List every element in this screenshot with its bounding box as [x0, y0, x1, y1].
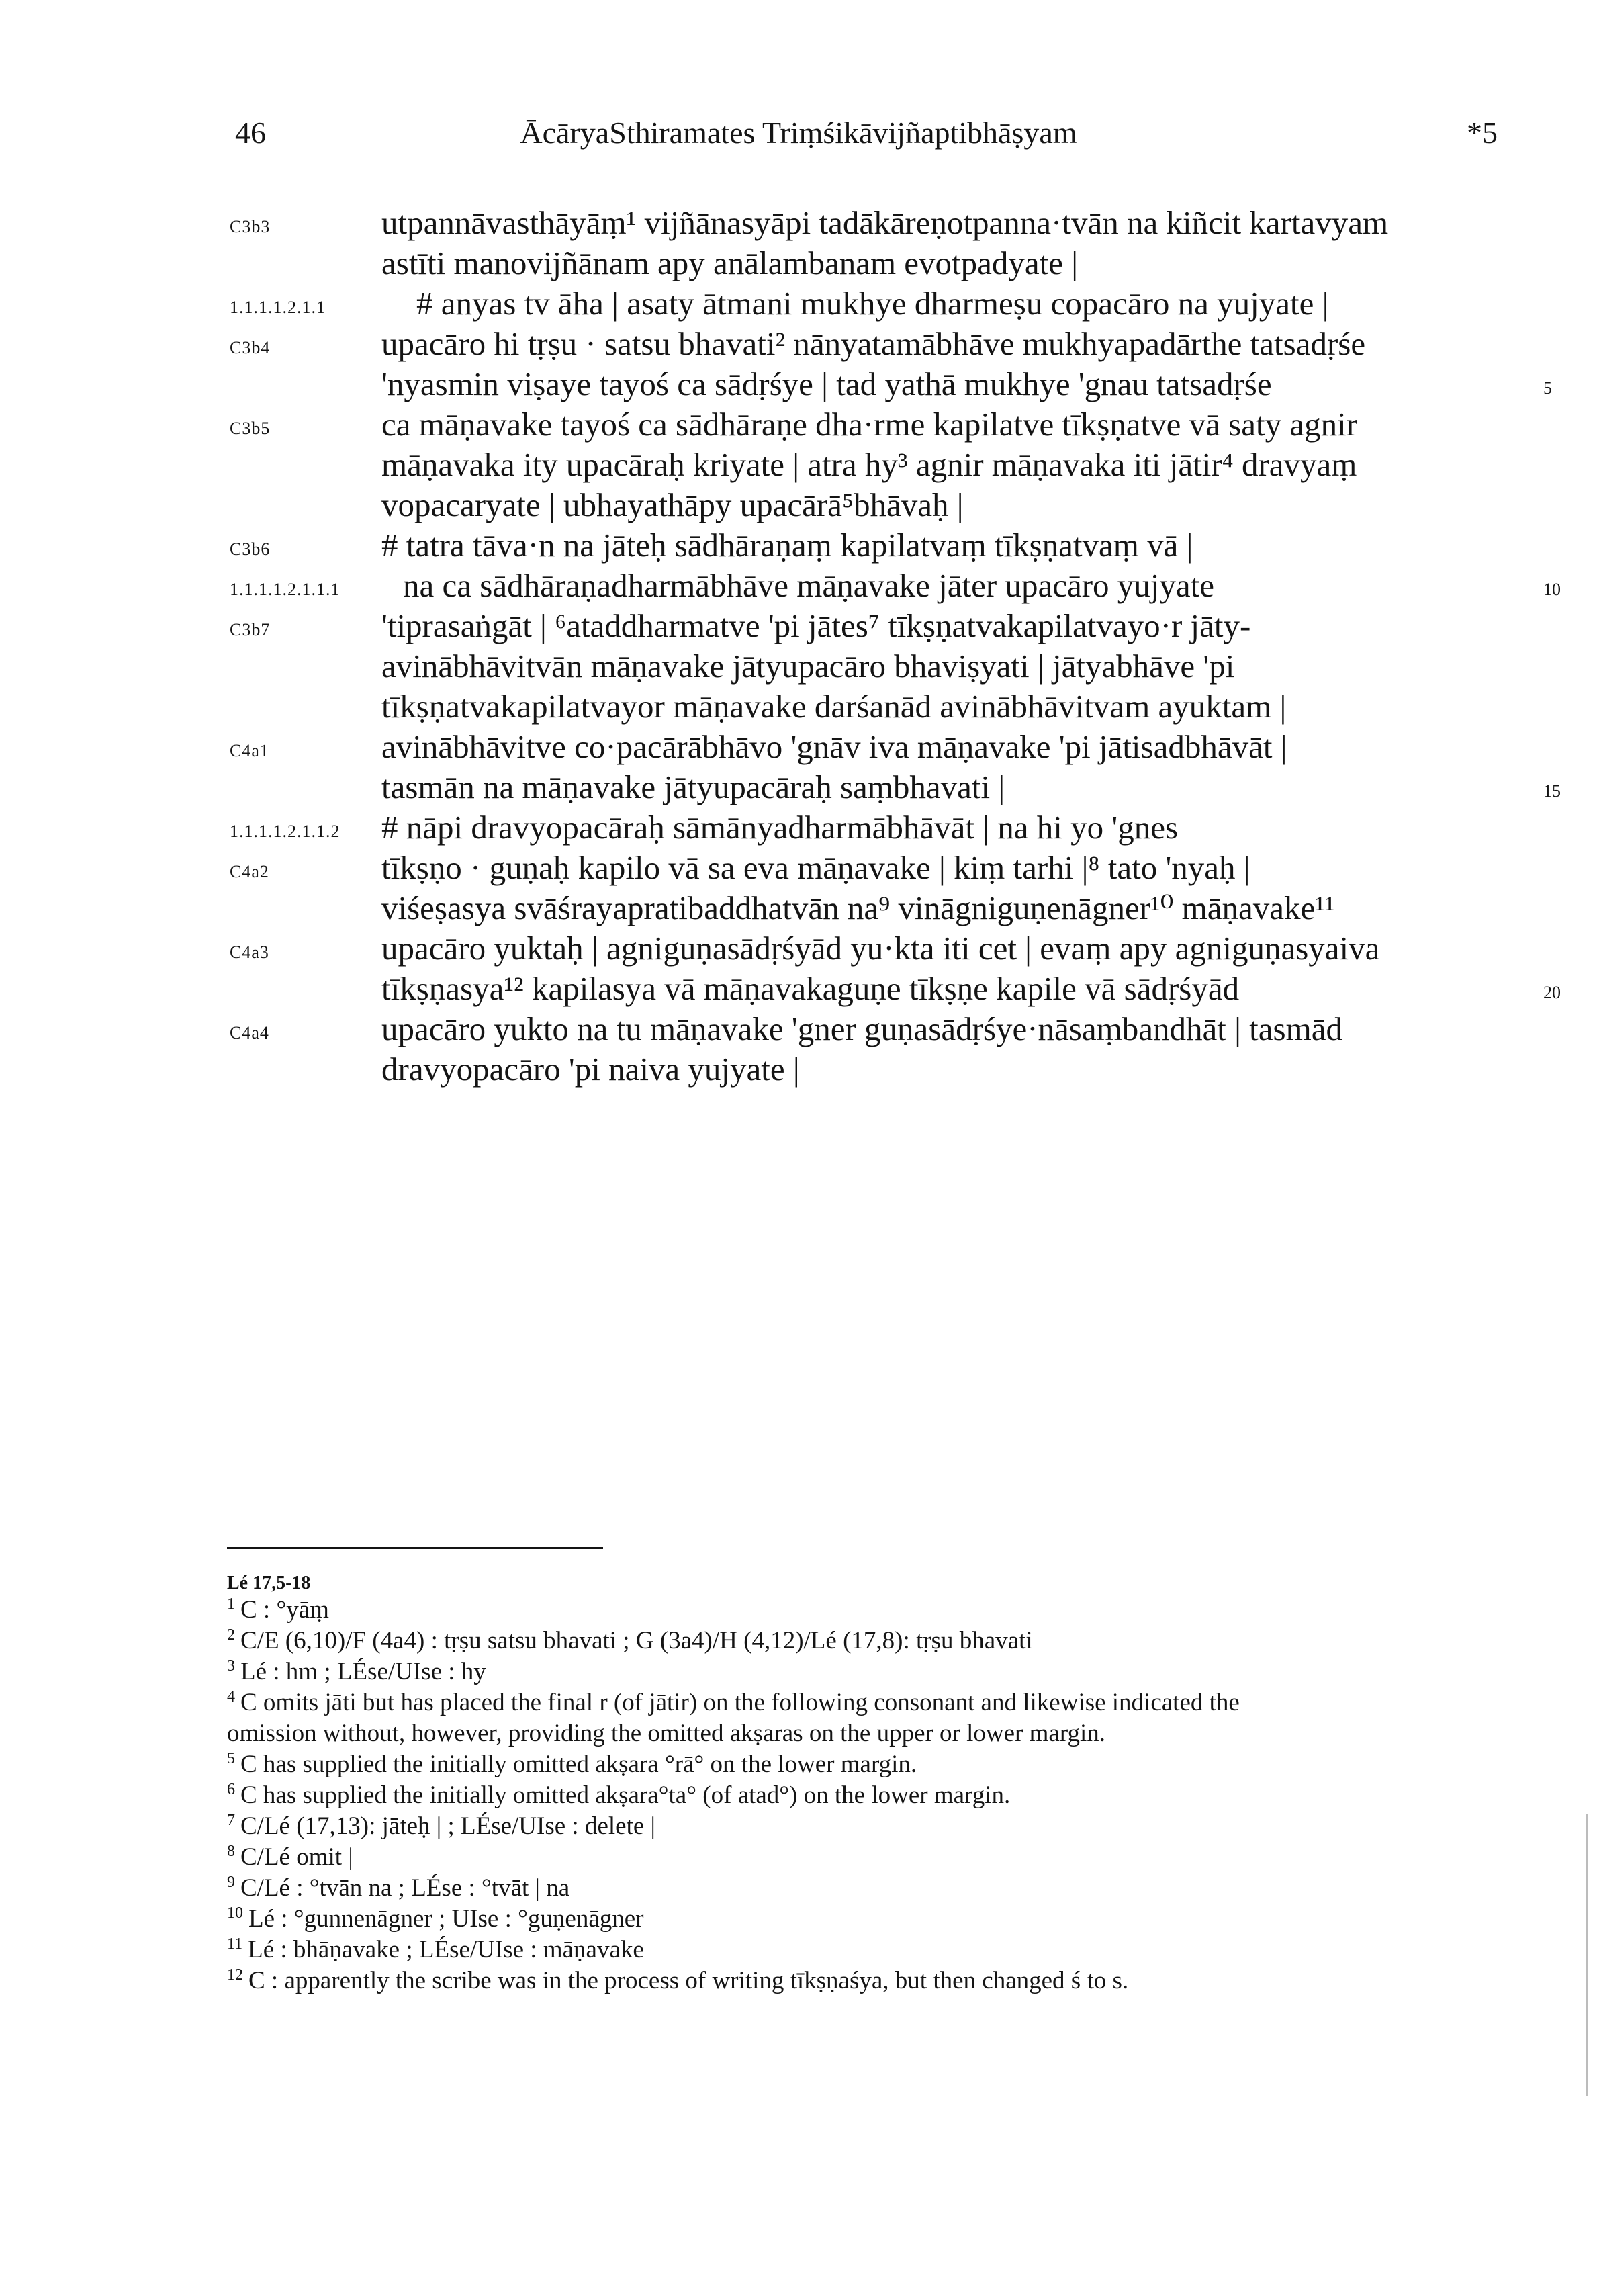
footnote: [227, 1811, 655, 1842]
text-line: tīkṣṇasya¹² kapilasya vā māṇavakaguṇe tīkṣṇe kapile vā sādṛśyād: [381, 970, 1240, 1007]
text-line: # tatra tāva·n na jāteḥ sādhāraṇaṃ kapilatvaṃ tīkṣṇatvaṃ vā |: [381, 527, 1193, 564]
text-line: avinābhāvitve co·pacārābhāvo 'gnāv iva māṇavake 'pi jātisadbhāvāt |: [381, 728, 1287, 765]
section-ref: 1.1.1.1.2.1.1.1: [230, 580, 340, 599]
footnote-text: C : apparently the scribe was in the process of writing tīkṣṇaśya, but then changed ś to s.: [248, 1967, 1129, 1994]
footnote-number: 11: [227, 1935, 243, 1953]
footnote: [227, 1687, 1240, 1718]
footnote-number: 6: [227, 1780, 235, 1798]
footnote: [227, 1966, 1128, 1996]
line-number: 10: [1543, 580, 1561, 599]
footnote-text: Lé : hm ; LÉse/UIse : hy: [240, 1658, 486, 1685]
footnote-text: C : °yāṃ: [240, 1596, 329, 1624]
footnote: [227, 1935, 644, 1966]
footnote-text: C has supplied the initially omitted akṣara°ta° (of atad°) on the lower margin.: [240, 1781, 1011, 1809]
folio-ref: C3b4: [230, 338, 271, 357]
text-line: tasmān na māṇavake jātyupacāraḥ saṃbhavati |: [381, 768, 1005, 805]
text-line: tīkṣṇatvakapilatvayor māṇavake darśanād avinābhāvitvam ayuktam |: [381, 688, 1287, 725]
footnote-source-ref: Lé 17,5-18: [227, 1573, 311, 1593]
footnote: [227, 1873, 569, 1904]
text-line: # nāpi dravyopacāraḥ sāmānyadharmābhāvāt | na hi yo 'gnes: [381, 809, 1179, 846]
footnote: [227, 1842, 353, 1873]
text-line: viśeṣasya svāśrayapratibaddhatvān na⁹ vināgniguṇenāgner¹⁰ māṇavake¹¹: [381, 889, 1335, 926]
text-line: tīkṣṇo · guṇaḥ kapilo vā sa eva māṇavake | kiṃ tarhi |⁸ tato 'nyaḥ |: [381, 849, 1250, 886]
footnote-text: Lé : °gunnenāgner ; UIse : °guṇenāgner: [248, 1905, 644, 1933]
footnote-text: C/Lé : °tvān na ; LÉse : °tvāt | na: [240, 1874, 570, 1902]
footnote: [227, 1904, 644, 1935]
text-line: ca māṇavake tayoś ca sādhāraṇe dha·rme kapilatve tīkṣṇatve vā saty agnir: [381, 406, 1358, 443]
line-number: 20: [1543, 983, 1561, 1002]
folio-ref: C4a3: [230, 942, 269, 962]
footnote-number: 7: [227, 1811, 235, 1829]
footnote-number: 10: [227, 1904, 243, 1922]
footnote-text: C has supplied the initially omitted akṣara °rā° on the lower margin.: [240, 1751, 917, 1778]
footnote-continuation: [227, 1718, 1105, 1749]
footnote-text: C/Lé omit |: [240, 1843, 353, 1871]
text-line: utpannāvasthāyāṃ¹ vijñānasyāpi tadākāreṇotpanna·tvān na kiñcit kartavyam: [381, 204, 1389, 241]
line-number: 5: [1543, 378, 1552, 398]
running-title: ĀcāryaSthiramates Triṃśikāvijñaptibhāṣyam: [520, 116, 1077, 150]
footnote-text: C/E (6,10)/F (4a4) : tṛṣu satsu bhavati ; G (3a4)/H (4,12)/Lé (17,8): tṛṣu bhavati: [240, 1627, 1033, 1654]
footnote: [227, 1749, 917, 1780]
text-line: 'tiprasaṅgāt | ⁶ataddharmatve 'pi jātes⁷ tīkṣṇatvakapilatvayo·r jāty-: [381, 607, 1251, 644]
footnote-number: 4: [227, 1687, 235, 1706]
section-ref: 1.1.1.1.2.1.1.2: [230, 822, 340, 841]
text-line: 'nyasmin viṣaye tayoś ca sādṛśye | tad yathā mukhye 'gnau tatsadṛśe: [381, 365, 1272, 402]
text-line: upacāro yukto na tu māṇavake 'gner guṇasādṛśye·nāsaṃbandhāt | tasmād: [381, 1010, 1342, 1047]
footnote: [227, 1780, 1010, 1811]
folio-ref: C3b3: [230, 217, 271, 236]
footnote: [227, 1657, 486, 1687]
footnote-number: 2: [227, 1626, 235, 1644]
text-line: avinābhāvitvān māṇavake jātyupacāro bhaviṣyati | jātyabhāve 'pi: [381, 648, 1235, 685]
folio-ref: C4a4: [230, 1023, 269, 1043]
scan-margin-mark: [1586, 1814, 1588, 2096]
footnote: [227, 1595, 329, 1626]
footnote-rule: [227, 1547, 603, 1549]
section-ref: 1.1.1.1.2.1.1: [230, 298, 326, 317]
text-line: na ca sādhāraṇadharmābhāve māṇavake jāter upacāro yujyate: [403, 567, 1214, 604]
line-number: 15: [1543, 781, 1561, 801]
text-line: astīti manovijñānam apy anālambanam evotpadyate |: [381, 245, 1079, 281]
footnote-number: 12: [227, 1966, 243, 1984]
footnote-text: omission without, however, providing the omitted akṣaras on the upper or lower margin.: [227, 1720, 1106, 1747]
text-line: # anyas tv āha | asaty ātmani mukhye dharmeṣu copacāro na yujyate |: [416, 285, 1329, 322]
footnote: [227, 1626, 1033, 1657]
footnote-text: Lé : bhāṇavake ; LÉse/UIse : māṇavake: [248, 1936, 644, 1963]
footnote-number: 5: [227, 1749, 235, 1767]
footnote-text: C/Lé (17,13): jāteḥ | ; LÉse/UIse : delete |: [240, 1812, 655, 1840]
page-number: 46: [235, 116, 266, 150]
text-line: māṇavaka ity upacāraḥ kriyate | atra hy³ agnir māṇavaka iti jātir⁴ dravyaṃ: [381, 446, 1357, 483]
text-line: dravyopacāro 'pi naiva yujyate |: [381, 1051, 800, 1088]
footnote-number: 3: [227, 1657, 235, 1675]
footnote-text: C omits jāti but has placed the final r (of jātir) on the following consonant and likewise indicated the: [240, 1689, 1240, 1716]
footnote-number: 8: [227, 1842, 235, 1860]
text-line: vopacaryate | ubhayathāpy upacārā⁵bhāvaḥ |: [381, 486, 964, 523]
section-marker: *5: [1467, 116, 1498, 150]
text-line: upacāro hi tṛṣu · satsu bhavati² nānyatamābhāve mukhyapadārthe tatsadṛśe: [381, 325, 1366, 362]
folio-ref: C4a1: [230, 741, 269, 760]
folio-ref: C3b7: [230, 620, 271, 639]
folio-ref: C4a2: [230, 862, 269, 881]
folio-ref: C3b6: [230, 539, 271, 559]
footnote-number: 9: [227, 1873, 235, 1891]
text-line: upacāro yuktaḥ | agniguṇasādṛśyād yu·kta iti cet | evaṃ apy agniguṇasyaiva: [381, 930, 1380, 967]
footnote-number: 1: [227, 1595, 235, 1613]
folio-ref: C3b5: [230, 418, 271, 438]
